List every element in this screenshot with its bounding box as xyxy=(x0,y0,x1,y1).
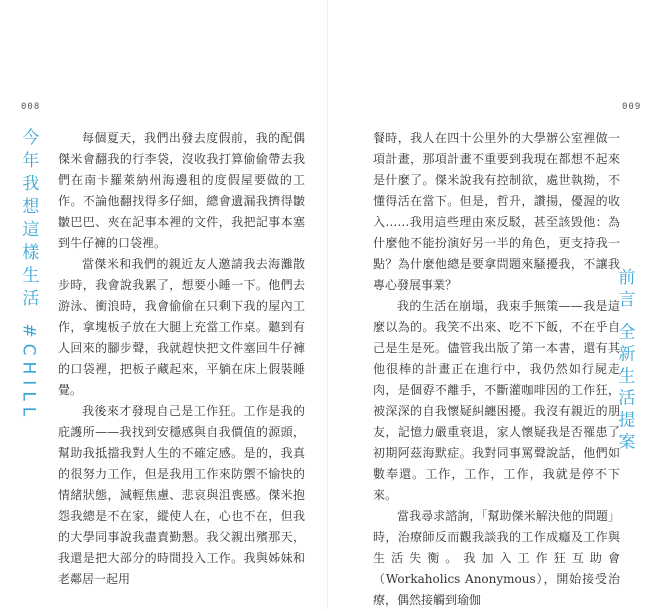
left-page-number: 008 xyxy=(21,102,41,112)
paragraph: 我的生活在崩塌，我束手無策——我是這麼以為的。我笑不出來、吃不下飯，不在乎自己是生是死。儘管我出版了第一本書，還有其他很棒的計畫正在進行中，我仍然如行屍走肉，是個孬不離手，不斷灌咖啡因的工作狂，被深深的自我懷疑糾纏困擾。我沒有親近的朋友，記憶力嚴重衰退，家人懷疑我是否罹患了初期阿茲海默症。我對同事罵聲說話，他們如數奉還。工作，工作，工作，我就是停不下來。 xyxy=(373,299,620,502)
left-vertical-title: 今年我想這樣生活 #CHILL xyxy=(18,128,39,423)
page-gutter xyxy=(327,0,328,609)
right-text-column xyxy=(373,128,620,611)
right-page-number: 009 xyxy=(622,102,642,112)
paragraph: 餐時，我人在四十公里外的大學辦公室裡做一項計畫，那項計畫不重要到我現在都想不起來是什麼了。傑米說我有控制欲，處世執拗，不懂得活在當下。但是，哲升，讚揚，優渥的收入……我用這些理由來反駁，甚至該毀他：為什麼他不能扮演好另一半的角色，更支持我一點？為什麼他總是要拿問題來騷擾我，不讓我專心發展事業？ xyxy=(373,131,620,292)
left-text-column xyxy=(58,128,305,590)
paragraph: 當我尋求諮詢，「幫助傑米解決他的問題」時，治療師反而觀我談我的工作成癮及工作與生活失衡。我加入工作狂互助會（Workaholics Anonymous），開始接受治療，偶然接觸到瑜伽 xyxy=(373,509,620,607)
paragraph: 每個夏天，我們出發去度假前，我的配偶傑米會翻我的行李袋，沒收我打算偷偷帶去我們在南卡羅萊納州海邊租的度假屋要做的工作。不論他翻找得多仔細，總會遺漏我擠得皺皺巴巴、夾在記事本裡的文件，我把記事本塞到牛仔褲的口袋裡。 xyxy=(58,131,305,250)
paragraph: 我後來才發現自己是工作狂。工作是我的庇護所——我找到安穩感與自我價值的源頭，幫助我抵擋我對人生的不確定感。是的，我真的很努力工作，但是我用工作來防禦不愉快的情緒狀態，減輕焦慮、悲哀與沮喪感。傑米抱怨我總是不在家，縱使人在，心也不在，但我的大學同事說我盡責勤懇。我父親出殯那天，我還是把大部分的時間投入工作。我與姊妹和老鄰居一起用 xyxy=(58,404,305,586)
paragraph: 當傑米和我們的親近友人邀請我去海灘散步時，我會說我累了，想要小睡一下。他們去游泳、衝浪時，我會偷偷在只剩下我的屋內工作，拿塊板子放在大腿上充當工作桌。聽到有人回來的腳步聲，我就趕快把文件塞回牛仔褲的口袋裡，把板子藏起來，平躺在床上假裝睡覺。 xyxy=(58,257,305,397)
right-vertical-title: 前言 全新生活提案 xyxy=(614,268,635,455)
